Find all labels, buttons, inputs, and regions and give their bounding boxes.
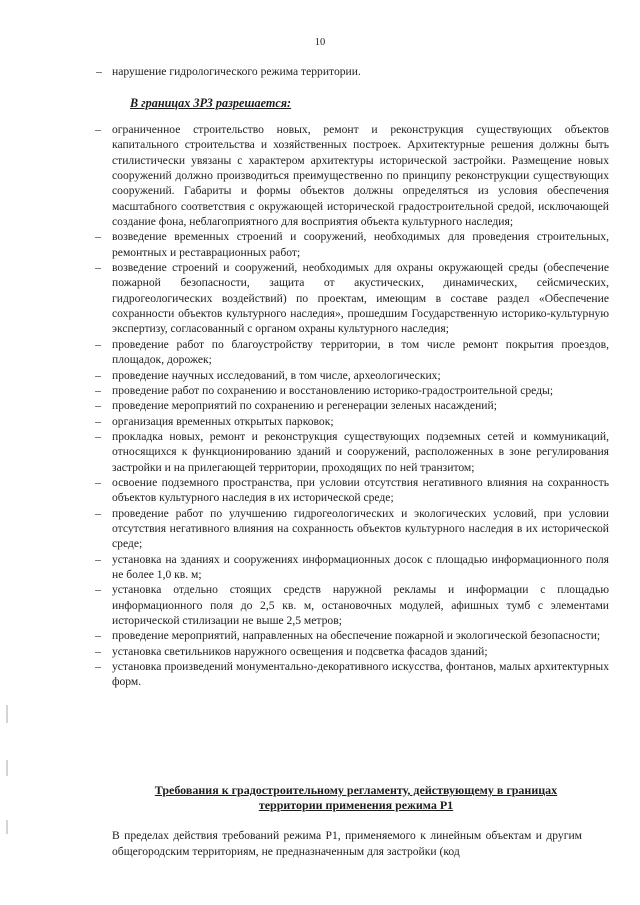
- list-item: [95, 628, 609, 643]
- list-item-continued: [96, 64, 582, 79]
- dash-bullet: –: [95, 660, 101, 674]
- dash-bullet: –: [95, 123, 101, 136]
- list-item-text: возведение временных строений и сооружений, необходимых для проведения строительных, ремонтных и реставрационных работ;: [112, 230, 609, 259]
- heading-allowed: В границах ЗРЗ разрешается:: [130, 96, 292, 110]
- dash-bullet: –: [95, 230, 101, 244]
- list-item-text: проведение работ по благоустройству территории, в том числе ремонт покрытия проездов, площадок, дорожек;: [112, 337, 609, 367]
- list-item: [95, 368, 609, 383]
- scan-mark: [6, 705, 8, 723]
- list-item-text: нарушение гидрологического режима территории.: [112, 65, 361, 78]
- list-item: [95, 229, 609, 260]
- list-item: [95, 659, 609, 690]
- list-item-text: установка произведений монументально-декоративного искусства, фонтанов, малых архитектурных форм.: [112, 660, 609, 689]
- list-item-text: освоение подземного пространства, при условии отсутствия негативного влияния на сохранность объектов культурного наследия в их исторической среде;: [112, 475, 609, 505]
- dash-bullet: –: [95, 644, 101, 658]
- list-item-text: проведение мероприятий, направленных на обеспечение пожарной и экологической безопасности;: [112, 629, 601, 643]
- list-item-text: ограниченное строительство новых, ремонт и реконструкция существующих объектов капитального строительства и хозяйственных построек. Архитектурные решения должны быть стилистически увязаны с характером архитектуры исторической застройки. Размещение новых сооружений должно производиться преимущественно по принципу реконструкции существующих сооружений. Габариты и формы объектов должны определяться из условия обеспечения масштабного соответствия с окружающей исторической градостроительной средой, исключающей создание фона, неблагоприятного для восприятия объекта культурного наследия;: [112, 123, 609, 229]
- list-item: [95, 475, 609, 506]
- list-item: [95, 552, 609, 583]
- dash-bullet: –: [95, 629, 101, 643]
- dash-bullet: –: [95, 399, 101, 413]
- allowed-activities-list: [95, 122, 609, 690]
- list-item-text: проведение научных исследований, в том числе, археологических;: [112, 368, 441, 382]
- dash-bullet: –: [95, 261, 101, 275]
- scan-mark: [6, 820, 8, 834]
- list-item-text: установка отдельно стоящих средств наружной рекламы и информации с площадью информационного поля до 2,5 кв. м, остановочных модулей, афишных тумб с элементами исторической стилизации не выше 2,5 метров;: [112, 583, 609, 627]
- dash-bullet: –: [95, 475, 101, 489]
- list-item-text: возведение строений и сооружений, необходимых для охраны окружающей среды (обеспечение пожарной безопасности, защита от акустических, динамических, сейсмических, гидрогеологических воздействий) по проектам, имеющим в составе раздел «Обеспечение сохранности объектов культурного наследия», прошедшим Государственную историко-культурную экспертизу, согласованный с органом охраны культурного наследия;: [112, 261, 609, 336]
- list-item-text: проведение работ по сохранению и восстановлению историко-градостроительной среды;: [112, 383, 554, 397]
- list-item: [95, 429, 609, 475]
- dash-bullet: –: [95, 429, 101, 443]
- dash-bullet: –: [95, 552, 101, 566]
- list-item: [95, 414, 609, 429]
- list-item-text: установка светильников наружного освещения и подсветка фасадов зданий;: [112, 644, 488, 658]
- list-item: [95, 260, 609, 337]
- page-number: 10: [314, 37, 326, 48]
- dash-bullet: –: [95, 506, 101, 520]
- list-item: [95, 644, 609, 659]
- list-item-text: прокладка новых, ремонт и реконструкция существующих подземных сетей и коммуникаций, относящихся к функционированию зданий и сооружений, расположенных в зоне регулирования застройки и на прилегающей территории, проходящих по ней транзитом;: [112, 429, 609, 474]
- list-item-text: установка на зданиях и сооружениях информационных досок с площадью информационного поля не более 1,0 кв. м;: [112, 552, 609, 581]
- dash-bullet: –: [95, 583, 101, 597]
- list-item: [95, 506, 609, 552]
- dash-bullet: –: [95, 383, 101, 397]
- scan-mark: [6, 760, 8, 776]
- list-item-text: организация временных открытых парковок;: [112, 414, 334, 428]
- list-item: [95, 383, 609, 398]
- list-item: [95, 582, 609, 628]
- dash-bullet: –: [96, 65, 102, 78]
- dash-bullet: –: [95, 368, 101, 382]
- list-item: [95, 122, 609, 229]
- list-item: [95, 398, 609, 413]
- dash-bullet: –: [95, 414, 101, 428]
- list-item: [95, 337, 609, 368]
- list-item-text: проведение мероприятий по сохранению и регенерации зеленых насаждений;: [112, 399, 497, 413]
- list-item-text: проведение работ по улучшению гидрогеологических и экологических условий, при условии отсутствия негативного влияния на сохранность объектов культурного наследия в их исторической среде;: [112, 506, 609, 551]
- dash-bullet: –: [95, 337, 101, 351]
- section-title: Требования к градостроительному регламенту, действующему в границах территории применения режима Р1: [154, 783, 558, 812]
- body-paragraph: В пределах действия требований режима Р1, применяемого к линейным объектам и другим общегородским территориям, не предназначенным для застройки (код: [112, 829, 582, 858]
